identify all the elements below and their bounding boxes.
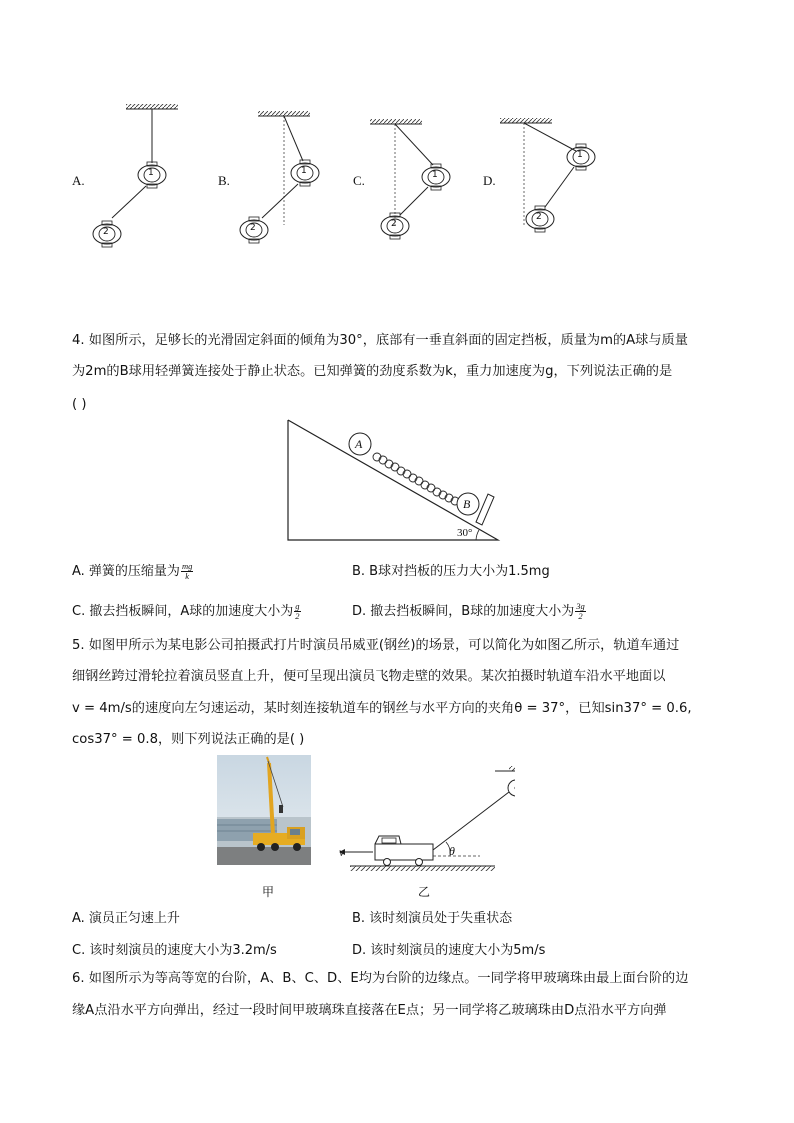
q3-option-d-label: D. bbox=[483, 173, 496, 188]
q4-option-d-numerator: 3g bbox=[576, 601, 585, 611]
q4-option-a-fraction bbox=[181, 562, 193, 581]
figure-jia-label: 甲 bbox=[262, 885, 275, 899]
q4-angle-label: 30° bbox=[457, 527, 473, 539]
q3-a-ball1-number: 1 bbox=[148, 168, 154, 178]
q3-option-c-label: C. bbox=[353, 173, 365, 188]
q4-option-d-fraction bbox=[575, 602, 586, 621]
q5-option-d: D. 该时刻演员的速度大小为5m/s bbox=[352, 943, 546, 958]
q5-stem-line4: cos37° = 0.8，则下列说法正确的是( ) bbox=[72, 732, 305, 747]
q3-b-ball1-number: 1 bbox=[301, 166, 307, 176]
q4-stem-line3: ( ) bbox=[72, 397, 87, 412]
q4-option-d-denominator: 2 bbox=[578, 611, 583, 621]
q4-option-b: B. B球对挡板的压力大小为1.5mg bbox=[352, 564, 550, 579]
q4-option-a-text: A. 弹簧的压缩量为 bbox=[72, 564, 180, 579]
q4-option-a-denominator: k bbox=[185, 571, 190, 581]
q3-diagram-d bbox=[500, 118, 595, 232]
q4-ball-b-label: B bbox=[463, 497, 471, 511]
q5-option-c: C. 该时刻演员的速度大小为3.2m/s bbox=[72, 943, 277, 958]
q4-option-c bbox=[72, 600, 302, 621]
crane-photo bbox=[217, 755, 311, 865]
q3-d-ball2-number: 2 bbox=[536, 212, 542, 222]
q5-option-a: A. 演员正匀速上升 bbox=[72, 911, 180, 926]
q4-option-a-numerator: mg bbox=[181, 561, 193, 571]
q6-stem-line1: 6. 如图所示为等高等宽的台阶，A、B、C、D、E均为台阶的边缘点。一同学将甲玻璃珠由最上面台阶的边 bbox=[72, 971, 689, 986]
q5-stem-line2: 细钢丝跨过滑轮拉着演员竖直上升，便可呈现出演员飞物走壁的效果。某次拍摄时轨道车沿水平地面以 bbox=[72, 669, 666, 684]
q3-b-ball2-number: 2 bbox=[250, 223, 256, 233]
q4-stem-line2: 为2m的B球用轻弹簧连接处于静止状态。已知弹簧的劲度系数为k，重力加速度为g，下列说法正确的是 bbox=[72, 364, 673, 379]
q3-option-a-label: A. bbox=[72, 173, 85, 188]
q4-incline-figure bbox=[280, 414, 520, 544]
q5-velocity-label: v bbox=[339, 845, 345, 859]
q4-option-d bbox=[352, 600, 587, 621]
q4-option-a bbox=[72, 560, 194, 581]
q3-diagram-c bbox=[370, 119, 450, 239]
q4-option-c-numerator: g bbox=[295, 601, 300, 611]
q5-theta-label: θ bbox=[449, 844, 455, 858]
q3-d-ball1-number: 1 bbox=[577, 150, 583, 160]
q4-option-c-denominator: 2 bbox=[295, 611, 300, 621]
q4-stem-line1: 4. 如图所示，足够长的光滑固定斜面的倾角为30°，底部有一垂直斜面的固定挡板，质量为m的A球与质量 bbox=[72, 333, 688, 348]
q4-option-c-fraction bbox=[294, 602, 300, 621]
q3-option-b-label: B. bbox=[218, 173, 230, 188]
q5-pulley-schematic bbox=[335, 762, 515, 882]
q5-stem-line3: v = 4m/s的速度向左匀速运动，某时刻连接轨道车的钢丝与水平方向的夹角θ = 37°，已知sin37° = 0.6, bbox=[72, 701, 692, 716]
q3-c-ball1-number: 1 bbox=[432, 170, 438, 180]
q3-diagram-a bbox=[93, 104, 178, 247]
q4-option-c-text: C. 撤去挡板瞬间，A球的加速度大小为 bbox=[72, 604, 294, 619]
figure-yi-label: 乙 bbox=[418, 885, 431, 899]
q3-diagrams bbox=[0, 95, 794, 255]
q4-ball-a-label: A bbox=[355, 437, 363, 451]
q5-option-b: B. 该时刻演员处于失重状态 bbox=[352, 911, 513, 926]
q6-stem-line2: 缘A点沿水平方向弹出，经过一段时间甲玻璃珠直接落在E点；另一同学将乙玻璃珠由D点沿水平方向弹 bbox=[72, 1003, 667, 1018]
q3-a-ball2-number: 2 bbox=[103, 227, 109, 237]
q3-c-ball2-number: 2 bbox=[391, 219, 397, 229]
q4-option-d-text: D. 撤去挡板瞬间，B球的加速度大小为 bbox=[352, 604, 575, 619]
q5-stem-line1: 5. 如图甲所示为某电影公司拍摄武打片时演员吊威亚(钢丝)的场景，可以简化为如图乙所示，轨道车通过 bbox=[72, 638, 680, 653]
